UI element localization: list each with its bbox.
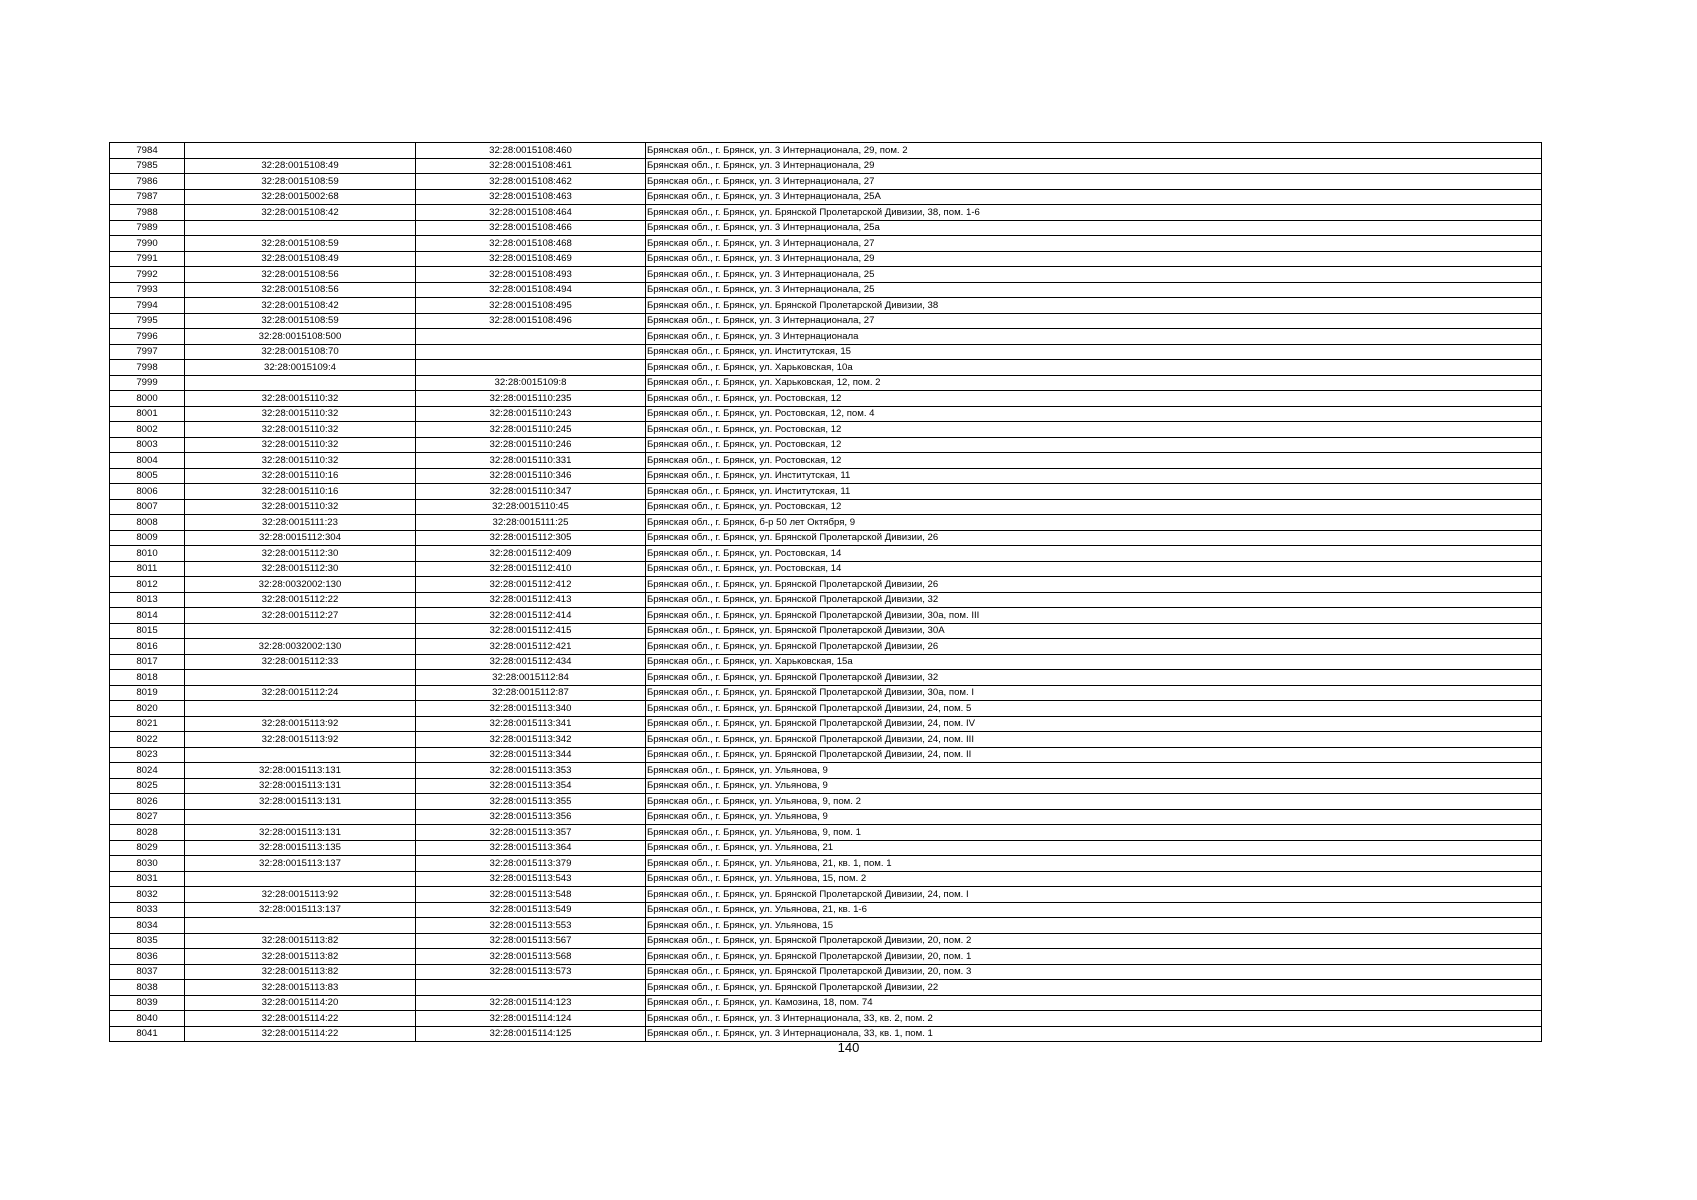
- row-number-cell: 8034: [110, 918, 185, 934]
- land-cadastral-number-cell: 32:28:0015110:32: [185, 437, 416, 453]
- address-cell: Брянская обл., г. Брянск, ул. Харьковская, 12, пом. 2: [646, 375, 1542, 391]
- row-number-cell: 8032: [110, 887, 185, 903]
- address-cell: Брянская обл., г. Брянск, ул. 3 Интернационала, 29: [646, 251, 1542, 267]
- row-number-cell: 8017: [110, 654, 185, 670]
- row-number-cell: 8036: [110, 949, 185, 965]
- object-cadastral-number-cell: 32:28:0015108:494: [416, 282, 646, 298]
- row-number-cell: 8018: [110, 670, 185, 686]
- table-row: [110, 825, 1542, 841]
- object-cadastral-number-cell: 32:28:0015113:568: [416, 949, 646, 965]
- table-row: [110, 1011, 1542, 1027]
- land-cadastral-number-cell: 32:28:0015113:92: [185, 716, 416, 732]
- table-row: [110, 437, 1542, 453]
- address-cell: Брянская обл., г. Брянск, ул. Брянской Пролетарской Дивизии, 24, пом. III: [646, 732, 1542, 748]
- land-cadastral-number-cell: [185, 701, 416, 717]
- object-cadastral-number-cell: 32:28:0015114:123: [416, 995, 646, 1011]
- land-cadastral-number-cell: 32:28:0015108:500: [185, 329, 416, 345]
- address-cell: Брянская обл., г. Брянск, ул. Брянской Пролетарской Дивизии, 22: [646, 980, 1542, 996]
- land-cadastral-number-cell: [185, 670, 416, 686]
- address-cell: Брянская обл., г. Брянск, ул. Брянской Пролетарской Дивизии, 26: [646, 577, 1542, 593]
- object-cadastral-number-cell: 32:28:0015113:342: [416, 732, 646, 748]
- object-cadastral-number-cell: 32:28:0015109:8: [416, 375, 646, 391]
- address-cell: Брянская обл., г. Брянск, ул. Ростовская, 14: [646, 546, 1542, 562]
- table-row: [110, 918, 1542, 934]
- object-cadastral-number-cell: 32:28:0015111:25: [416, 515, 646, 531]
- row-number-cell: 7990: [110, 236, 185, 252]
- row-number-cell: 8038: [110, 980, 185, 996]
- page-number: 140: [837, 1040, 860, 1055]
- row-number-cell: 8025: [110, 778, 185, 794]
- row-number-cell: 8040: [110, 1011, 185, 1027]
- address-cell: Брянская обл., г. Брянск, ул. Ростовская, 12: [646, 453, 1542, 469]
- object-cadastral-number-cell: 32:28:0015113:354: [416, 778, 646, 794]
- land-cadastral-number-cell: 32:28:0015114:20: [185, 995, 416, 1011]
- object-cadastral-number-cell: 32:28:0015113:340: [416, 701, 646, 717]
- table-row: [110, 453, 1542, 469]
- object-cadastral-number-cell: 32:28:0015108:469: [416, 251, 646, 267]
- row-number-cell: 8024: [110, 763, 185, 779]
- object-cadastral-number-cell: 32:28:0015113:356: [416, 809, 646, 825]
- land-cadastral-number-cell: 32:28:0015113:131: [185, 763, 416, 779]
- object-cadastral-number-cell: 32:28:0015110:243: [416, 406, 646, 422]
- table-row: [110, 406, 1542, 422]
- land-cadastral-number-cell: 32:28:0015112:30: [185, 561, 416, 577]
- row-number-cell: 7986: [110, 174, 185, 190]
- table-row: [110, 329, 1542, 345]
- object-cadastral-number-cell: 32:28:0015112:409: [416, 546, 646, 562]
- address-cell: Брянская обл., г. Брянск, ул. Брянской Пролетарской Дивизии, 30А: [646, 623, 1542, 639]
- object-cadastral-number-cell: 32:28:0015113:567: [416, 933, 646, 949]
- address-cell: Брянская обл., г. Брянск, ул. Ростовская, 14: [646, 561, 1542, 577]
- table-row: [110, 561, 1542, 577]
- row-number-cell: 7995: [110, 313, 185, 329]
- table-row: [110, 205, 1542, 221]
- table-row: [110, 794, 1542, 810]
- table-row: [110, 282, 1542, 298]
- object-cadastral-number-cell: 32:28:0015113:353: [416, 763, 646, 779]
- land-cadastral-number-cell: 32:28:0015113:92: [185, 887, 416, 903]
- object-cadastral-number-cell: 32:28:0015113:553: [416, 918, 646, 934]
- land-cadastral-number-cell: 32:28:0015108:56: [185, 282, 416, 298]
- table-row: [110, 809, 1542, 825]
- land-cadastral-number-cell: 32:28:0015110:32: [185, 422, 416, 438]
- address-cell: Брянская обл., г. Брянск, ул. Ульянова, 15: [646, 918, 1542, 934]
- table-row: [110, 871, 1542, 887]
- land-cadastral-number-cell: 32:28:0015112:30: [185, 546, 416, 562]
- address-cell: Брянская обл., г. Брянск, ул. Ростовская, 12, пом. 4: [646, 406, 1542, 422]
- row-number-cell: 7998: [110, 360, 185, 376]
- table-row: [110, 964, 1542, 980]
- land-cadastral-number-cell: 32:28:0015114:22: [185, 1011, 416, 1027]
- row-number-cell: 7989: [110, 220, 185, 236]
- object-cadastral-number-cell: 32:28:0015110:235: [416, 391, 646, 407]
- table-row: [110, 902, 1542, 918]
- address-cell: Брянская обл., г. Брянск, ул. Брянской Пролетарской Дивизии, 32: [646, 592, 1542, 608]
- address-cell: Брянская обл., г. Брянск, ул. Брянской Пролетарской Дивизии, 32: [646, 670, 1542, 686]
- land-cadastral-number-cell: 32:28:0015113:137: [185, 902, 416, 918]
- land-cadastral-number-cell: 32:28:0015114:22: [185, 1026, 416, 1042]
- object-cadastral-number-cell: 32:28:0015113:364: [416, 840, 646, 856]
- address-cell: Брянская обл., г. Брянск, ул. Брянской Пролетарской Дивизии, 30а, пом. III: [646, 608, 1542, 624]
- object-cadastral-number-cell: 32:28:0015113:341: [416, 716, 646, 732]
- land-cadastral-number-cell: 32:28:0015110:32: [185, 453, 416, 469]
- address-cell: Брянская обл., г. Брянск, ул. Брянской Пролетарской Дивизии, 20, пом. 3: [646, 964, 1542, 980]
- table-row: [110, 639, 1542, 655]
- land-cadastral-number-cell: 32:28:0015113:82: [185, 949, 416, 965]
- object-cadastral-number-cell: 32:28:0015114:125: [416, 1026, 646, 1042]
- table-row: [110, 995, 1542, 1011]
- table-row: [110, 530, 1542, 546]
- address-cell: Брянская обл., г. Брянск, ул. Ульянова, 9: [646, 778, 1542, 794]
- row-number-cell: 7985: [110, 158, 185, 174]
- table-row: [110, 654, 1542, 670]
- land-cadastral-number-cell: 32:28:0015112:33: [185, 654, 416, 670]
- land-cadastral-number-cell: 32:28:0015108:42: [185, 298, 416, 314]
- cadastral-table-body: [110, 143, 1542, 1042]
- table-row: [110, 158, 1542, 174]
- row-number-cell: 7996: [110, 329, 185, 345]
- table-row: [110, 716, 1542, 732]
- object-cadastral-number-cell: 32:28:0015112:413: [416, 592, 646, 608]
- object-cadastral-number-cell: 32:28:0015113:573: [416, 964, 646, 980]
- row-number-cell: 8016: [110, 639, 185, 655]
- table-row: [110, 143, 1542, 159]
- address-cell: Брянская обл., г. Брянск, ул. 3 Интернационала, 29, пом. 2: [646, 143, 1542, 159]
- address-cell: Брянская обл., г. Брянск, ул. Камозина, 18, пом. 74: [646, 995, 1542, 1011]
- object-cadastral-number-cell: 32:28:0015108:468: [416, 236, 646, 252]
- land-cadastral-number-cell: 32:28:0015112:304: [185, 530, 416, 546]
- row-number-cell: 8011: [110, 561, 185, 577]
- address-cell: Брянская обл., г. Брянск, б-р 50 лет Октября, 9: [646, 515, 1542, 531]
- land-cadastral-number-cell: 32:28:0015110:32: [185, 499, 416, 515]
- row-number-cell: 8015: [110, 623, 185, 639]
- land-cadastral-number-cell: 32:28:0032002:130: [185, 639, 416, 655]
- object-cadastral-number-cell: [416, 344, 646, 360]
- land-cadastral-number-cell: 32:28:0015113:131: [185, 778, 416, 794]
- object-cadastral-number-cell: 32:28:0015108:466: [416, 220, 646, 236]
- land-cadastral-number-cell: 32:28:0015108:59: [185, 236, 416, 252]
- land-cadastral-number-cell: 32:28:0015112:24: [185, 685, 416, 701]
- address-cell: Брянская обл., г. Брянск, ул. Институтская, 15: [646, 344, 1542, 360]
- address-cell: Брянская обл., г. Брянск, ул. Харьковская, 10а: [646, 360, 1542, 376]
- row-number-cell: 8009: [110, 530, 185, 546]
- object-cadastral-number-cell: 32:28:0015110:347: [416, 484, 646, 500]
- row-number-cell: 8005: [110, 468, 185, 484]
- object-cadastral-number-cell: 32:28:0015112:414: [416, 608, 646, 624]
- row-number-cell: 7988: [110, 205, 185, 221]
- address-cell: Брянская обл., г. Брянск, ул. 3 Интернационала, 25: [646, 267, 1542, 283]
- table-row: [110, 778, 1542, 794]
- table-row: [110, 763, 1542, 779]
- row-number-cell: 7984: [110, 143, 185, 159]
- row-number-cell: 8003: [110, 437, 185, 453]
- address-cell: Брянская обл., г. Брянск, ул. 3 Интернационала, 27: [646, 313, 1542, 329]
- address-cell: Брянская обл., г. Брянск, ул. Институтская, 11: [646, 484, 1542, 500]
- table-row: [110, 732, 1542, 748]
- row-number-cell: 8010: [110, 546, 185, 562]
- table-row: [110, 546, 1542, 562]
- address-cell: Брянская обл., г. Брянск, ул. Брянской Пролетарской Дивизии, 38: [646, 298, 1542, 314]
- land-cadastral-number-cell: [185, 918, 416, 934]
- land-cadastral-number-cell: 32:28:0015108:49: [185, 251, 416, 267]
- row-number-cell: 8033: [110, 902, 185, 918]
- object-cadastral-number-cell: 32:28:0015112:87: [416, 685, 646, 701]
- object-cadastral-number-cell: 32:28:0015114:124: [416, 1011, 646, 1027]
- address-cell: Брянская обл., г. Брянск, ул. 3 Интернационала, 27: [646, 236, 1542, 252]
- row-number-cell: 8030: [110, 856, 185, 872]
- object-cadastral-number-cell: 32:28:0015108:495: [416, 298, 646, 314]
- land-cadastral-number-cell: 32:28:0015113:137: [185, 856, 416, 872]
- address-cell: Брянская обл., г. Брянск, ул. 3 Интернационала, 29: [646, 158, 1542, 174]
- object-cadastral-number-cell: 32:28:0015113:355: [416, 794, 646, 810]
- row-number-cell: 7991: [110, 251, 185, 267]
- table-row: [110, 468, 1542, 484]
- table-row: [110, 391, 1542, 407]
- table-row: [110, 375, 1542, 391]
- table-row: [110, 592, 1542, 608]
- object-cadastral-number-cell: 32:28:0015113:357: [416, 825, 646, 841]
- row-number-cell: 8002: [110, 422, 185, 438]
- object-cadastral-number-cell: [416, 360, 646, 376]
- address-cell: Брянская обл., г. Брянск, ул. Ульянова, 9: [646, 763, 1542, 779]
- table-row: [110, 189, 1542, 205]
- object-cadastral-number-cell: 32:28:0015113:548: [416, 887, 646, 903]
- land-cadastral-number-cell: 32:28:0015112:27: [185, 608, 416, 624]
- row-number-cell: 8037: [110, 964, 185, 980]
- table-row: [110, 623, 1542, 639]
- address-cell: Брянская обл., г. Брянск, ул. Ростовская, 12: [646, 391, 1542, 407]
- table-row: [110, 949, 1542, 965]
- row-number-cell: 8019: [110, 685, 185, 701]
- object-cadastral-number-cell: 32:28:0015112:421: [416, 639, 646, 655]
- land-cadastral-number-cell: 32:28:0015112:22: [185, 592, 416, 608]
- address-cell: Брянская обл., г. Брянск, ул. 3 Интернационала, 27: [646, 174, 1542, 190]
- land-cadastral-number-cell: 32:28:0015109:4: [185, 360, 416, 376]
- object-cadastral-number-cell: 32:28:0015112:84: [416, 670, 646, 686]
- land-cadastral-number-cell: [185, 220, 416, 236]
- object-cadastral-number-cell: 32:28:0015108:493: [416, 267, 646, 283]
- address-cell: Брянская обл., г. Брянск, ул. Ульянова, 9, пом. 2: [646, 794, 1542, 810]
- row-number-cell: 8027: [110, 809, 185, 825]
- land-cadastral-number-cell: 32:28:0015111:23: [185, 515, 416, 531]
- address-cell: Брянская обл., г. Брянск, ул. Брянской Пролетарской Дивизии, 20, пом. 1: [646, 949, 1542, 965]
- object-cadastral-number-cell: [416, 980, 646, 996]
- row-number-cell: 8021: [110, 716, 185, 732]
- table-row: [110, 298, 1542, 314]
- object-cadastral-number-cell: 32:28:0015110:45: [416, 499, 646, 515]
- land-cadastral-number-cell: 32:28:0015108:56: [185, 267, 416, 283]
- object-cadastral-number-cell: 32:28:0015110:331: [416, 453, 646, 469]
- address-cell: Брянская обл., г. Брянск, ул. Ульянова, 21, кв. 1, пом. 1: [646, 856, 1542, 872]
- cadastral-table: [109, 142, 1542, 1042]
- address-cell: Брянская обл., г. Брянск, ул. Ростовская, 12: [646, 422, 1542, 438]
- table-row: [110, 174, 1542, 190]
- address-cell: Брянская обл., г. Брянск, ул. Брянской Пролетарской Дивизии, 24, пом. IV: [646, 716, 1542, 732]
- object-cadastral-number-cell: 32:28:0015110:246: [416, 437, 646, 453]
- row-number-cell: 7992: [110, 267, 185, 283]
- address-cell: Брянская обл., г. Брянск, ул. Ульянова, 9: [646, 809, 1542, 825]
- table-row: [110, 933, 1542, 949]
- land-cadastral-number-cell: [185, 623, 416, 639]
- row-number-cell: 8035: [110, 933, 185, 949]
- table-row: [110, 313, 1542, 329]
- object-cadastral-number-cell: 32:28:0015112:410: [416, 561, 646, 577]
- table-row: [110, 236, 1542, 252]
- land-cadastral-number-cell: 32:28:0032002:130: [185, 577, 416, 593]
- address-cell: Брянская обл., г. Брянск, ул. Харьковская, 15а: [646, 654, 1542, 670]
- land-cadastral-number-cell: 32:28:0015110:32: [185, 406, 416, 422]
- table-row: [110, 422, 1542, 438]
- address-cell: Брянская обл., г. Брянск, ул. 3 Интернационала, 25: [646, 282, 1542, 298]
- table-row: [110, 670, 1542, 686]
- object-cadastral-number-cell: 32:28:0015112:412: [416, 577, 646, 593]
- address-cell: Брянская обл., г. Брянск, ул. Брянской Пролетарской Дивизии, 24, пом. 5: [646, 701, 1542, 717]
- land-cadastral-number-cell: 32:28:0015108:59: [185, 174, 416, 190]
- table-row: [110, 701, 1542, 717]
- table-row: [110, 980, 1542, 996]
- table-row: [110, 360, 1542, 376]
- table-row: [110, 251, 1542, 267]
- address-cell: Брянская обл., г. Брянск, ул. Брянской Пролетарской Дивизии, 20, пом. 2: [646, 933, 1542, 949]
- table-row: [110, 220, 1542, 236]
- row-number-cell: 7994: [110, 298, 185, 314]
- address-cell: Брянская обл., г. Брянск, ул. Ульянова, 15, пом. 2: [646, 871, 1542, 887]
- object-cadastral-number-cell: 32:28:0015112:415: [416, 623, 646, 639]
- row-number-cell: 8022: [110, 732, 185, 748]
- address-cell: Брянская обл., г. Брянск, ул. 3 Интернационала: [646, 329, 1542, 345]
- land-cadastral-number-cell: 32:28:0015108:42: [185, 205, 416, 221]
- row-number-cell: 8014: [110, 608, 185, 624]
- object-cadastral-number-cell: 32:28:0015113:379: [416, 856, 646, 872]
- land-cadastral-number-cell: 32:28:0015108:59: [185, 313, 416, 329]
- row-number-cell: 8029: [110, 840, 185, 856]
- address-cell: Брянская обл., г. Брянск, ул. Ульянова, 9, пом. 1: [646, 825, 1542, 841]
- object-cadastral-number-cell: 32:28:0015112:434: [416, 654, 646, 670]
- table-row: [110, 856, 1542, 872]
- land-cadastral-number-cell: 32:28:0015110:16: [185, 484, 416, 500]
- land-cadastral-number-cell: 32:28:0015113:83: [185, 980, 416, 996]
- row-number-cell: 8028: [110, 825, 185, 841]
- land-cadastral-number-cell: [185, 375, 416, 391]
- land-cadastral-number-cell: 32:28:0015108:49: [185, 158, 416, 174]
- object-cadastral-number-cell: 32:28:0015113:344: [416, 747, 646, 763]
- land-cadastral-number-cell: 32:28:0015113:82: [185, 964, 416, 980]
- table-row: [110, 577, 1542, 593]
- land-cadastral-number-cell: 32:28:0015113:131: [185, 825, 416, 841]
- address-cell: Брянская обл., г. Брянск, ул. Брянской Пролетарской Дивизии, 26: [646, 639, 1542, 655]
- row-number-cell: 8007: [110, 499, 185, 515]
- land-cadastral-number-cell: 32:28:0015113:82: [185, 933, 416, 949]
- land-cadastral-number-cell: [185, 143, 416, 159]
- row-number-cell: 7987: [110, 189, 185, 205]
- row-number-cell: 8041: [110, 1026, 185, 1042]
- land-cadastral-number-cell: 32:28:0015110:16: [185, 468, 416, 484]
- land-cadastral-number-cell: 32:28:0015113:92: [185, 732, 416, 748]
- row-number-cell: 8031: [110, 871, 185, 887]
- row-number-cell: 7993: [110, 282, 185, 298]
- land-cadastral-number-cell: 32:28:0015113:131: [185, 794, 416, 810]
- row-number-cell: 7997: [110, 344, 185, 360]
- address-cell: Брянская обл., г. Брянск, ул. Брянской Пролетарской Дивизии, 38, пом. 1-6: [646, 205, 1542, 221]
- table-row: [110, 608, 1542, 624]
- address-cell: Брянская обл., г. Брянск, ул. 3 Интернационала, 25а: [646, 220, 1542, 236]
- address-cell: Брянская обл., г. Брянск, ул. Брянской Пролетарской Дивизии, 26: [646, 530, 1542, 546]
- land-cadastral-number-cell: [185, 871, 416, 887]
- table-row: [110, 515, 1542, 531]
- address-cell: Брянская обл., г. Брянск, ул. Ростовская, 12: [646, 499, 1542, 515]
- address-cell: Брянская обл., г. Брянск, ул. Ростовская, 12: [646, 437, 1542, 453]
- object-cadastral-number-cell: 32:28:0015108:463: [416, 189, 646, 205]
- address-cell: Брянская обл., г. Брянск, ул. Институтская, 11: [646, 468, 1542, 484]
- object-cadastral-number-cell: 32:28:0015108:464: [416, 205, 646, 221]
- row-number-cell: 8026: [110, 794, 185, 810]
- address-cell: Брянская обл., г. Брянск, ул. 3 Интернационала, 33, кв. 1, пом. 1: [646, 1026, 1542, 1042]
- object-cadastral-number-cell: 32:28:0015113:549: [416, 902, 646, 918]
- object-cadastral-number-cell: 32:28:0015110:245: [416, 422, 646, 438]
- row-number-cell: 8023: [110, 747, 185, 763]
- row-number-cell: 8008: [110, 515, 185, 531]
- table-row: [110, 344, 1542, 360]
- row-number-cell: 8012: [110, 577, 185, 593]
- land-cadastral-number-cell: 32:28:0015110:32: [185, 391, 416, 407]
- table-row: [110, 685, 1542, 701]
- address-cell: Брянская обл., г. Брянск, ул. Ульянова, 21, кв. 1-6: [646, 902, 1542, 918]
- table-row: [110, 267, 1542, 283]
- table-row: [110, 887, 1542, 903]
- object-cadastral-number-cell: 32:28:0015108:462: [416, 174, 646, 190]
- object-cadastral-number-cell: 32:28:0015108:496: [416, 313, 646, 329]
- land-cadastral-number-cell: 32:28:0015113:135: [185, 840, 416, 856]
- row-number-cell: 8006: [110, 484, 185, 500]
- object-cadastral-number-cell: [416, 329, 646, 345]
- row-number-cell: 8000: [110, 391, 185, 407]
- address-cell: Брянская обл., г. Брянск, ул. Ульянова, 21: [646, 840, 1542, 856]
- object-cadastral-number-cell: 32:28:0015108:461: [416, 158, 646, 174]
- object-cadastral-number-cell: 32:28:0015110:346: [416, 468, 646, 484]
- land-cadastral-number-cell: 32:28:0015002:68: [185, 189, 416, 205]
- object-cadastral-number-cell: 32:28:0015112:305: [416, 530, 646, 546]
- row-number-cell: 8039: [110, 995, 185, 1011]
- row-number-cell: 8013: [110, 592, 185, 608]
- row-number-cell: 8001: [110, 406, 185, 422]
- land-cadastral-number-cell: 32:28:0015108:70: [185, 344, 416, 360]
- address-cell: Брянская обл., г. Брянск, ул. Брянской Пролетарской Дивизии, 30а, пом. I: [646, 685, 1542, 701]
- row-number-cell: 8020: [110, 701, 185, 717]
- address-cell: Брянская обл., г. Брянск, ул. 3 Интернационала, 33, кв. 2, пом. 2: [646, 1011, 1542, 1027]
- row-number-cell: 8004: [110, 453, 185, 469]
- table-row: [110, 840, 1542, 856]
- land-cadastral-number-cell: [185, 747, 416, 763]
- table-row: [110, 499, 1542, 515]
- table-row: [110, 484, 1542, 500]
- land-cadastral-number-cell: [185, 809, 416, 825]
- row-number-cell: 7999: [110, 375, 185, 391]
- address-cell: Брянская обл., г. Брянск, ул. Брянской Пролетарской Дивизии, 24, пом. I: [646, 887, 1542, 903]
- address-cell: Брянская обл., г. Брянск, ул. Брянской Пролетарской Дивизии, 24, пом. II: [646, 747, 1542, 763]
- address-cell: Брянская обл., г. Брянск, ул. 3 Интернационала, 25А: [646, 189, 1542, 205]
- object-cadastral-number-cell: 32:28:0015113:543: [416, 871, 646, 887]
- object-cadastral-number-cell: 32:28:0015108:460: [416, 143, 646, 159]
- table-row: [110, 747, 1542, 763]
